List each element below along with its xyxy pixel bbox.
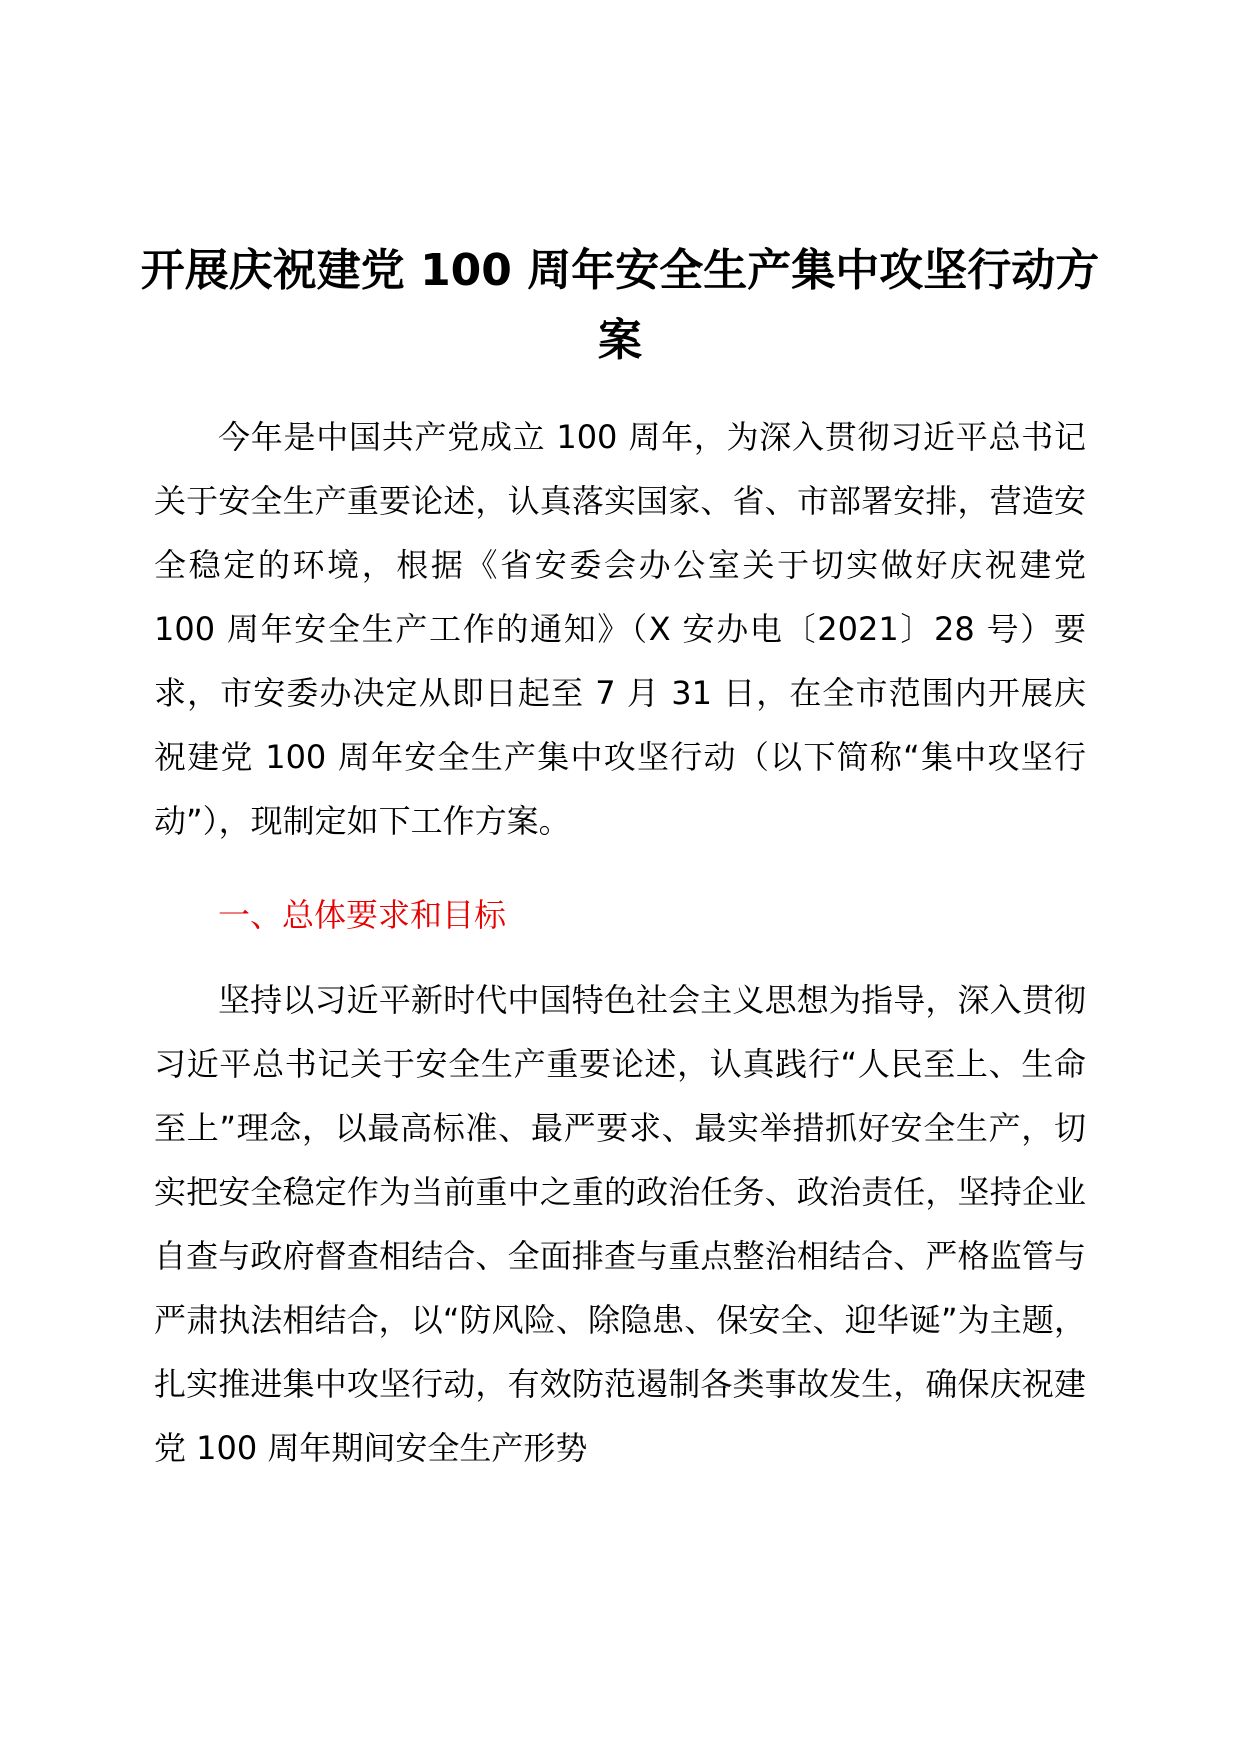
section-heading: 一、总体要求和目标 [218,896,507,934]
intro-paragraph: 今年是中国共产党成立 100 周年，为深入贯彻习近平总书记关于安全生产重要论述，认真落实国家、省、市部署安排，营造安全稳定的环境，根据《省安委会办公室关于切实做好庆祝建党 100 周年安全生产工作的通知》（X 安办电〔2021〕28 号）要求，市安委办决定从即日起至 7 月 31 日，在全市范围内开展庆祝建党 100 周年安全生产集中攻坚行动（以下简称“集中攻坚行动”），现制定如下工作方案。 [154,418,1086,840]
document-title: 开展庆祝建党 100 周年安全生产集中攻坚行动方案 [140,245,1100,366]
body-paragraph: 坚持以习近平新时代中国特色社会主义思想为指导，深入贯彻习近平总书记关于安全生产重要论述，认真践行“人民至上、生命至上”理念，以最高标准、最严要求、最实举措抓好安全生产，切实把安全稳定作为当前重中之重的政治任务、政治责任，坚持企业自查与政府督查相结合、全面排查与重点整治相结合、严格监管与严肃执法相结合，以“防风险、除隐患、保安全、迎华诞”为主题，扎实推进集中攻坚行动，有效防范遏制各类事故发生，确保庆祝建党 100 周年期间安全生产形势 [154,981,1086,1467]
